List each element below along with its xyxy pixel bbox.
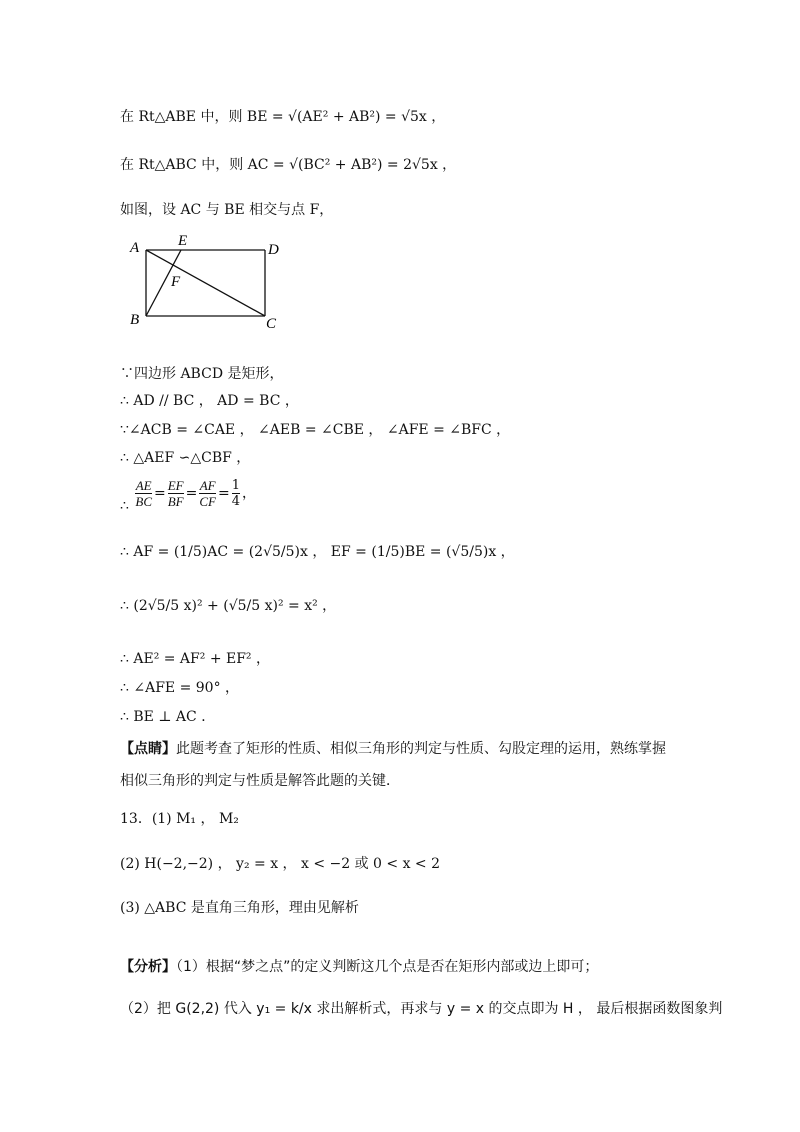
analysis-2: （2）把 G(2,2) 代入 y₁ = k/x 求出解析式，再求与 y = x 的交点即为 H ， 最后根据函数图象判 [120, 1001, 723, 1017]
frac-af-cf: $\frac{AF}{CF}$ [199, 478, 216, 509]
q13-part1: 13．(1) M₁ ， M₂ [120, 811, 239, 827]
line-ratio: ∴ $\frac{AE}{BC}$ = $\frac{EF}{BF}$ = $\frac{AF}{CF}$ = $\frac{1}{4}$ ， [120, 478, 256, 514]
line-pythag: ∴ AE² = AF² + EF² ， [120, 651, 270, 667]
analysis-1: 【分析】（1）根据“梦之点”的定义判断这几个点是否在矩形内部或边上即可； [120, 959, 599, 975]
line-parallel: ∴ AD // BC ， AD = BC ， [120, 393, 299, 409]
line-similar: ∴ △AEF ∽△CBF ， [120, 450, 251, 466]
line-right-angle: ∴ ∠AFE = 90° ， [120, 680, 240, 696]
line-af-ef: ∴ AF = (1/5)AC = (2√5/5)x ， EF = (1/5)BE = (√5/5)x ， [120, 544, 515, 560]
line-rectangle: ∵四边形 ABCD 是矩形， [120, 366, 284, 382]
line-angles: ∵∠ACB = ∠CAE ， ∠AEB = ∠CBE ， ∠AFE = ∠BFC ， [120, 422, 511, 438]
rectangle-figure [128, 232, 298, 332]
label-b: B [130, 312, 140, 328]
q13-part3: (3) △ABC 是直角三角形，理由见解析 [120, 900, 359, 916]
label-d: D [268, 242, 279, 258]
q13-part2: (2) H(−2,−2) ， y₂ = x ， x < −2 或 0 < x < 2 [120, 856, 441, 872]
frac-ef-bf: $\frac{EF}{BF}$ [167, 478, 184, 509]
frac-one-quarter: $\frac{1}{4}$ [231, 478, 240, 509]
note-paragraph-1: 【点睛】此题考查了矩形的性质、相似三角形的判定与性质、勾股定理的运用，熟练掌握 [120, 741, 666, 757]
label-a: A [130, 240, 140, 256]
note-paragraph-2: 相似三角形的判定与性质是解答此题的关键． [120, 773, 400, 789]
note-tag: 【点睛】 [120, 741, 176, 757]
frac-ae-bc: $\frac{AE}{BC}$ [135, 478, 152, 509]
line-squares: ∴ (2√5/5 x)² + (√5/5 x)² = x² ， [120, 598, 337, 614]
analysis-tag: 【分析】 [120, 959, 176, 975]
label-c: C [266, 316, 277, 332]
label-f: F [171, 274, 181, 290]
line-be: 在 Rt△ABE 中，则 BE = √(AE² + AB²) = √5x ， [120, 109, 446, 125]
label-e: E [178, 233, 188, 249]
line-ac: 在 Rt△ABC 中，则 AC = √(BC² + AB²) = 2√5x ， [120, 157, 457, 173]
line-perpendicular: ∴ BE ⊥ AC ． [120, 709, 216, 725]
line-intersect: 如图，设 AC 与 BE 相交与点 F， [120, 202, 334, 218]
